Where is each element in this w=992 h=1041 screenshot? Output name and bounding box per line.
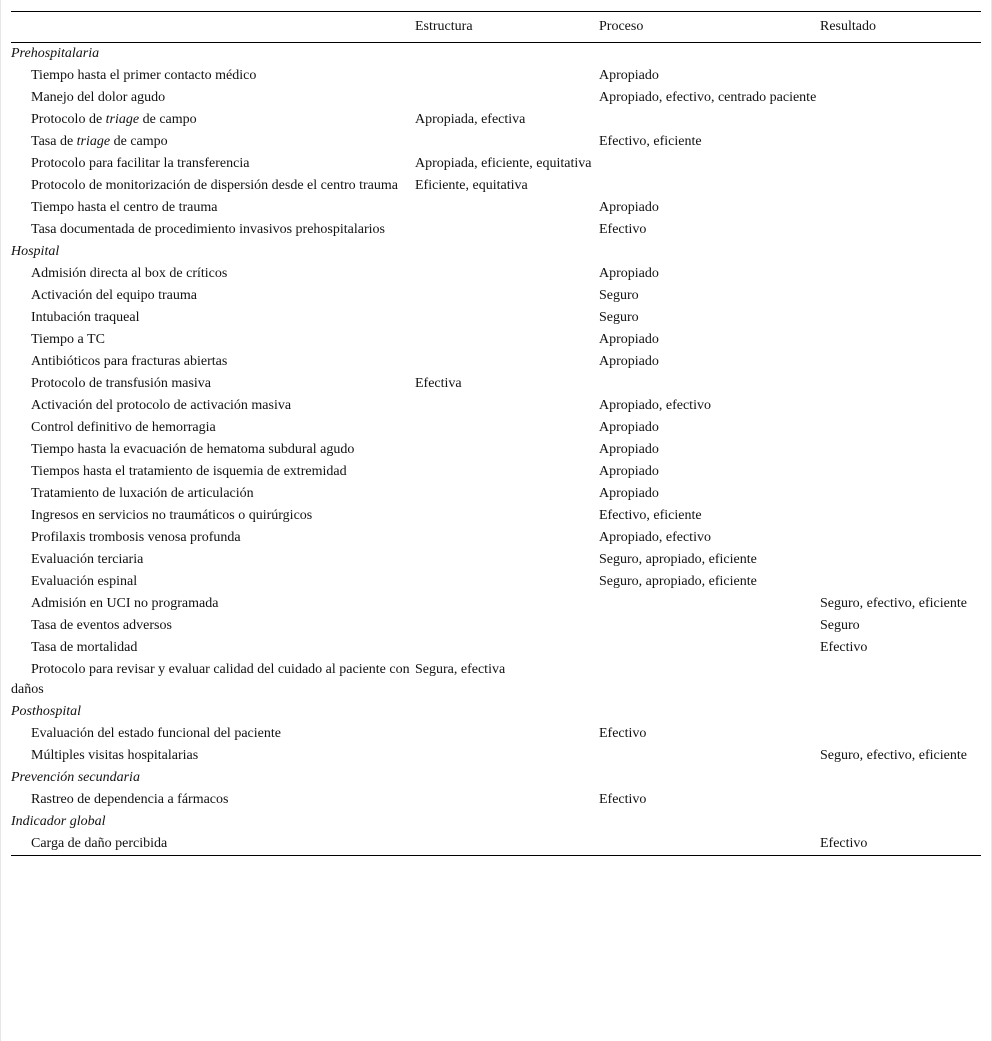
estructura-cell [415, 285, 599, 307]
section-title: Hospital [11, 244, 60, 259]
table-row [11, 417, 981, 439]
estructura-cell [415, 505, 599, 527]
table-row [11, 659, 981, 701]
table-row [11, 833, 981, 856]
resultado-cell [820, 417, 981, 439]
estructura-cell [415, 307, 599, 329]
table-row [11, 153, 981, 175]
table-row [11, 87, 981, 109]
indicator-cell: Activación del equipo trauma [31, 288, 197, 303]
indicator-cell: Tiempos hasta el tratamiento de isquemia de extremidad [31, 464, 347, 479]
indicator-cell: Control definitivo de hemorragia [31, 420, 216, 435]
indicator-cell: Evaluación espinal [31, 574, 138, 589]
resultado-cell [820, 153, 981, 175]
resultado-cell [820, 131, 981, 153]
estructura-cell: Apropiada, eficiente, equitativa [415, 156, 592, 171]
proceso-cell: Seguro [599, 288, 639, 303]
indicator-cell: Tasa de eventos adversos [31, 618, 172, 633]
table-row [11, 723, 981, 745]
resultado-cell: Seguro, efectivo, eficiente [820, 596, 967, 611]
resultado-cell: Seguro [820, 618, 860, 633]
estructura-cell [415, 219, 599, 241]
proceso-cell: Apropiado [599, 464, 659, 479]
estructura-cell [415, 197, 599, 219]
indicator-cell: Activación del protocolo de activación masiva [31, 398, 292, 413]
estructura-cell [415, 351, 599, 373]
indicator-cell: Tiempo hasta la evacuación de hematoma subdural agudo [31, 442, 355, 457]
resultado-cell [820, 505, 981, 527]
estructura-cell [415, 439, 599, 461]
resultado-cell [820, 307, 981, 329]
estructura-cell [415, 461, 599, 483]
estructura-cell [415, 417, 599, 439]
page-edge-left [0, 0, 1, 1041]
indicator-cell: Protocolo para revisar y evaluar calidad del cuidado al paciente con daños [11, 662, 410, 697]
estructura-cell [415, 87, 599, 109]
table-row [11, 219, 981, 241]
proceso-cell: Apropiado [599, 354, 659, 369]
resultado-cell [820, 439, 981, 461]
quality-indicators-table [11, 11, 981, 856]
resultado-cell [820, 789, 981, 811]
proceso-cell [599, 833, 820, 856]
table-row [11, 483, 981, 505]
table-row [11, 571, 981, 593]
table-row [11, 395, 981, 417]
proceso-cell [599, 615, 820, 637]
indicator-cell: Admisión directa al box de críticos [31, 266, 228, 281]
table-row [11, 175, 981, 197]
indicator-cell: Tasa de mortalidad [31, 640, 138, 655]
resultado-cell [820, 395, 981, 417]
resultado-cell [820, 351, 981, 373]
table-row [11, 65, 981, 87]
indicator-cell: Evaluación terciaria [31, 552, 144, 567]
indicator-cell: Evaluación del estado funcional del paciente [31, 726, 281, 741]
resultado-cell: Efectivo [820, 640, 868, 655]
estructura-cell [415, 395, 599, 417]
proceso-cell: Apropiado, efectivo [599, 398, 711, 413]
section-title: Indicador global [11, 814, 106, 829]
estructura-cell: Eficiente, equitativa [415, 178, 528, 193]
estructura-cell: Segura, efectiva [415, 662, 506, 677]
proceso-cell: Seguro [599, 310, 639, 325]
indicator-cell: Rastreo de dependencia a fármacos [31, 792, 229, 807]
proceso-cell: Apropiado [599, 420, 659, 435]
proceso-cell: Apropiado [599, 332, 659, 347]
indicator-cell: Protocolo para facilitar la transferencia [31, 156, 250, 171]
proceso-cell [599, 175, 820, 197]
estructura-cell [415, 637, 599, 659]
resultado-cell [820, 527, 981, 549]
table-row [11, 373, 981, 395]
table-row [11, 307, 981, 329]
estructura-cell [415, 593, 599, 615]
indicator-emphasis: triage [76, 134, 111, 149]
proceso-cell: Seguro, apropiado, eficiente [599, 574, 757, 589]
indicator-cell: Tiempo hasta el centro de trauma [31, 200, 218, 215]
header-proceso: Proceso [599, 19, 644, 34]
indicator-cell: Ingresos en servicios no traumáticos o quirúrgicos [31, 508, 313, 523]
resultado-cell [820, 571, 981, 593]
table-row [11, 439, 981, 461]
resultado-cell [820, 219, 981, 241]
proceso-cell: Apropiado [599, 486, 659, 501]
table-row [11, 109, 981, 131]
estructura-cell [415, 745, 599, 767]
estructura-cell [415, 527, 599, 549]
indicator-cell [11, 131, 415, 153]
indicator-cell: Múltiples visitas hospitalarias [31, 748, 199, 763]
estructura-cell [415, 723, 599, 745]
indicator-cell: Intubación traqueal [31, 310, 140, 325]
indicator-cell [11, 109, 415, 131]
proceso-cell: Apropiado, efectivo, centrado paciente [599, 90, 817, 105]
estructura-cell [415, 329, 599, 351]
table-row [11, 549, 981, 571]
indicator-cell: Carga de daño percibida [31, 836, 168, 851]
resultado-cell [820, 263, 981, 285]
indicator-cell: Profilaxis trombosis venosa profunda [31, 530, 241, 545]
section-title: Prehospitalaria [11, 46, 100, 61]
table-row [11, 329, 981, 351]
resultado-cell [820, 549, 981, 571]
proceso-cell: Apropiado [599, 442, 659, 457]
estructura-cell [415, 131, 599, 153]
indicator-text: Protocolo de [31, 112, 106, 127]
table-row [11, 131, 981, 153]
proceso-cell: Apropiado [599, 266, 659, 281]
section-title: Posthospital [11, 704, 82, 719]
indicator-cell: Tiempo hasta el primer contacto médico [31, 68, 257, 83]
proceso-cell: Efectivo, eficiente [599, 508, 702, 523]
proceso-cell: Efectivo [599, 726, 647, 741]
resultado-cell [820, 659, 981, 701]
table-row [11, 527, 981, 549]
indicator-cell: Antibióticos para fracturas abiertas [31, 354, 228, 369]
table-row [11, 615, 981, 637]
table-row [11, 593, 981, 615]
indicator-emphasis: triage [105, 112, 140, 127]
proceso-cell [599, 637, 820, 659]
resultado-cell [820, 197, 981, 219]
proceso-cell [599, 659, 820, 701]
proceso-cell: Efectivo, eficiente [599, 134, 702, 149]
proceso-cell: Seguro, apropiado, eficiente [599, 552, 757, 567]
table-row [11, 197, 981, 219]
indicator-cell: Tasa documentada de procedimiento invasivos prehospitalarios [31, 222, 385, 237]
proceso-cell: Apropiado, efectivo [599, 530, 711, 545]
estructura-cell [415, 571, 599, 593]
estructura-cell: Apropiada, efectiva [415, 112, 526, 127]
estructura-cell [415, 483, 599, 505]
section-row [11, 767, 981, 789]
indicator-cell: Tiempo a TC [31, 332, 105, 347]
proceso-cell: Efectivo [599, 792, 647, 807]
header-resultado: Resultado [820, 19, 876, 34]
estructura-cell [415, 615, 599, 637]
table-row [11, 351, 981, 373]
proceso-cell [599, 109, 820, 131]
table-row [11, 505, 981, 527]
table-row [11, 285, 981, 307]
proceso-cell [599, 745, 820, 767]
resultado-cell [820, 373, 981, 395]
resultado-cell [820, 65, 981, 87]
proceso-cell: Apropiado [599, 200, 659, 215]
resultado-cell [820, 329, 981, 351]
indicator-text: de campo [110, 134, 168, 149]
proceso-cell [599, 593, 820, 615]
table-row [11, 263, 981, 285]
resultado-cell [820, 175, 981, 197]
table-row [11, 789, 981, 811]
resultado-cell [820, 285, 981, 307]
section-row [11, 43, 981, 66]
estructura-cell [415, 549, 599, 571]
resultado-cell [820, 461, 981, 483]
indicator-cell: Admisión en UCI no programada [31, 596, 219, 611]
resultado-cell [820, 109, 981, 131]
indicator-cell: Manejo del dolor agudo [31, 90, 166, 105]
resultado-cell [820, 483, 981, 505]
indicator-cell: Protocolo de transfusión masiva [31, 376, 212, 391]
proceso-cell: Efectivo [599, 222, 647, 237]
resultado-cell [820, 723, 981, 745]
estructura-cell: Efectiva [415, 376, 462, 391]
estructura-cell [415, 833, 599, 856]
estructura-cell [415, 65, 599, 87]
table-row [11, 461, 981, 483]
proceso-cell [599, 153, 820, 175]
table-row [11, 745, 981, 767]
resultado-cell [820, 87, 981, 109]
resultado-cell: Seguro, efectivo, eficiente [820, 748, 967, 763]
section-row [11, 241, 981, 263]
section-row [11, 811, 981, 833]
table-body [11, 43, 981, 856]
proceso-cell [599, 373, 820, 395]
estructura-cell [415, 789, 599, 811]
table-row [11, 637, 981, 659]
section-title: Prevención secundaria [11, 770, 140, 785]
indicator-text: Tasa de [31, 134, 77, 149]
header-indicator [11, 12, 415, 43]
indicator-cell: Tratamiento de luxación de articulación [31, 486, 254, 501]
header-estructura: Estructura [415, 19, 473, 34]
section-row [11, 701, 981, 723]
indicator-text: de campo [139, 112, 197, 127]
proceso-cell: Apropiado [599, 68, 659, 83]
resultado-cell: Efectivo [820, 836, 868, 851]
table-header-row [11, 12, 981, 43]
estructura-cell [415, 263, 599, 285]
indicator-cell: Protocolo de monitorización de dispersión desde el centro trauma [31, 178, 399, 193]
